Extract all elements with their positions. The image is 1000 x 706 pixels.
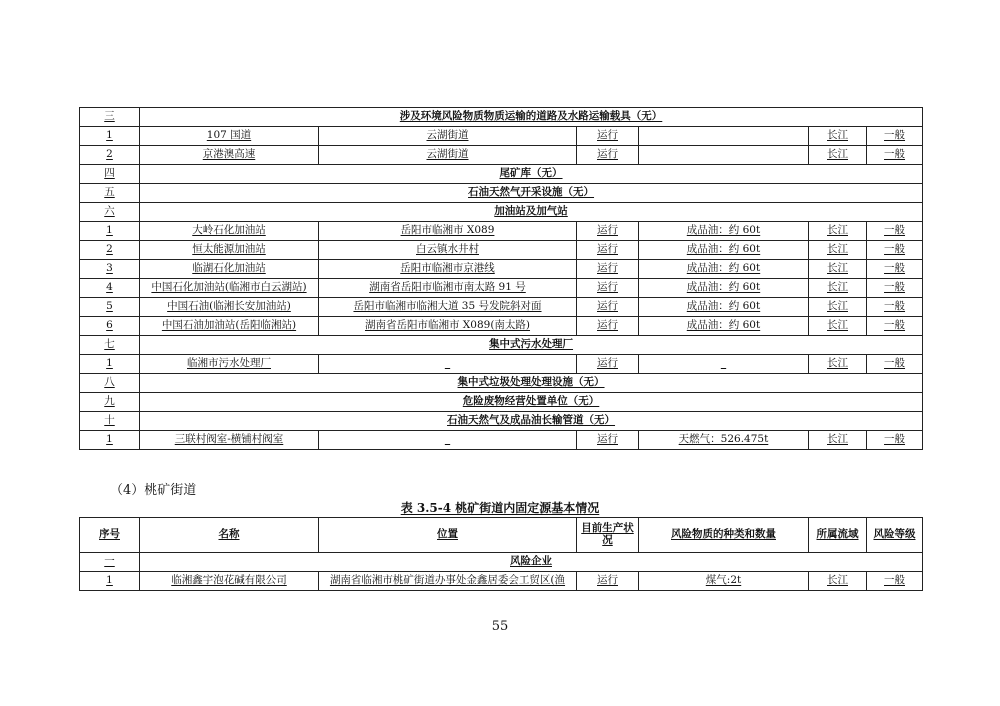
cell-location: 云湖街道 bbox=[319, 127, 577, 146]
table-row bbox=[80, 298, 923, 317]
section-row bbox=[80, 393, 923, 412]
cell-name: 京港澳高速 bbox=[140, 146, 319, 165]
table-row bbox=[80, 146, 923, 165]
cell-level: 一般 bbox=[867, 431, 923, 450]
cell-location: 岳阳市临湘市临湘大道 35 号发院斜对面 bbox=[319, 298, 577, 317]
cell-name: 中国石油(临湘长安加油站) bbox=[140, 298, 319, 317]
cell-basin: 长江 bbox=[809, 279, 867, 298]
table-row bbox=[80, 127, 923, 146]
cell-status: 运行 bbox=[577, 222, 639, 241]
header-risk-substance: 风险物质的种类和数量 bbox=[639, 518, 809, 553]
cell-location: 岳阳市临湘市 X089 bbox=[319, 222, 577, 241]
cell-name: 临湘鑫宇泡花碱有限公司 bbox=[140, 572, 319, 591]
section-title: 危险废物经营处置单位（无） bbox=[140, 393, 923, 412]
cell-risk-substance: 成品油：约 60t bbox=[639, 298, 809, 317]
section-title: 风险企业 bbox=[140, 553, 923, 572]
cell-no: 2 bbox=[80, 241, 140, 260]
cell-level: 一般 bbox=[867, 127, 923, 146]
section-row bbox=[80, 374, 923, 393]
cell-status: 运行 bbox=[577, 355, 639, 374]
cell-no: 1 bbox=[80, 572, 140, 591]
cell-status: 运行 bbox=[577, 431, 639, 450]
table-row bbox=[80, 222, 923, 241]
table-body bbox=[80, 108, 923, 450]
table-row bbox=[80, 572, 923, 591]
fixed-source-table-continued bbox=[79, 107, 923, 450]
section-number: 十 bbox=[80, 412, 140, 431]
table-row bbox=[80, 317, 923, 336]
table-row bbox=[80, 279, 923, 298]
cell-no: 1 bbox=[80, 127, 140, 146]
cell-basin: 长江 bbox=[809, 355, 867, 374]
cell-basin: 长江 bbox=[809, 317, 867, 336]
section-row bbox=[80, 553, 923, 572]
cell-name: 107 国道 bbox=[140, 127, 319, 146]
cell-basin: 长江 bbox=[809, 127, 867, 146]
table-row bbox=[80, 260, 923, 279]
table-body bbox=[80, 553, 923, 591]
cell-name: 中国石化加油站(临湘市白云湖站) bbox=[140, 279, 319, 298]
cell-name: 中国石油加油站(岳阳临湘站) bbox=[140, 317, 319, 336]
section-title: 集中式垃圾处理处理设施（无） bbox=[140, 374, 923, 393]
cell-basin: 长江 bbox=[809, 572, 867, 591]
section-number: 六 bbox=[80, 203, 140, 222]
section-heading: （4）桃矿街道 bbox=[110, 483, 197, 498]
cell-location: 湖南省临湘市桃矿街道办事处金鑫居委会工贸区(渔 bbox=[319, 572, 577, 591]
cell-no: 6 bbox=[80, 317, 140, 336]
cell-location: 湖南省岳阳市临湘市南太路 91 号 bbox=[319, 279, 577, 298]
section-number: 七 bbox=[80, 336, 140, 355]
cell-no: 1 bbox=[80, 355, 140, 374]
cell-risk-substance bbox=[639, 146, 809, 165]
cell-name: 三联村阀室-横铺村阀室 bbox=[140, 431, 319, 450]
section-title: 尾矿库（无） bbox=[140, 165, 923, 184]
cell-location: 白云镇水井村 bbox=[319, 241, 577, 260]
section-title: 涉及环境风险物质物质运输的道路及水路运输载具（无） bbox=[140, 108, 923, 127]
table-row bbox=[80, 431, 923, 450]
section-number: 八 bbox=[80, 374, 140, 393]
cell-status: 运行 bbox=[577, 241, 639, 260]
section-number: 三 bbox=[80, 108, 140, 127]
cell-location: 湖南省岳阳市临湘市 X089(南太路) bbox=[319, 317, 577, 336]
cell-status: 运行 bbox=[577, 146, 639, 165]
table-caption bbox=[0, 499, 1000, 516]
section-number: 四 bbox=[80, 165, 140, 184]
header-location: 位置 bbox=[319, 518, 577, 553]
header-basin: 所属流域 bbox=[809, 518, 867, 553]
section-row bbox=[80, 108, 923, 127]
header-no: 序号 bbox=[80, 518, 140, 553]
cell-no: 2 bbox=[80, 146, 140, 165]
cell-status: 运行 bbox=[577, 298, 639, 317]
cell-risk-substance bbox=[639, 127, 809, 146]
cell-risk-substance: 成品油：约 60t bbox=[639, 317, 809, 336]
cell-level: 一般 bbox=[867, 146, 923, 165]
cell-name: 大岭石化加油站 bbox=[140, 222, 319, 241]
section-number: 五 bbox=[80, 184, 140, 203]
section-title: 集中式污水处理厂 bbox=[140, 336, 923, 355]
cell-location: 云湖街道 bbox=[319, 146, 577, 165]
section-number: 一 bbox=[80, 553, 140, 572]
section-number: 九 bbox=[80, 393, 140, 412]
cell-status: 运行 bbox=[577, 260, 639, 279]
cell-status: 运行 bbox=[577, 279, 639, 298]
cell-basin: 长江 bbox=[809, 146, 867, 165]
cell-risk-substance: 成品油：约 60t bbox=[639, 260, 809, 279]
cell-location: _ bbox=[319, 431, 577, 450]
cell-level: 一般 bbox=[867, 241, 923, 260]
section-row bbox=[80, 184, 923, 203]
cell-name: 恒太能源加油站 bbox=[140, 241, 319, 260]
table-row bbox=[80, 241, 923, 260]
cell-risk-substance: 煤气:2t bbox=[639, 572, 809, 591]
cell-level: 一般 bbox=[867, 279, 923, 298]
cell-risk-substance: 天燃气：526.475t bbox=[639, 431, 809, 450]
cell-level: 一般 bbox=[867, 222, 923, 241]
section-title: 加油站及加气站 bbox=[140, 203, 923, 222]
cell-risk-substance: _ bbox=[639, 355, 809, 374]
cell-basin: 长江 bbox=[809, 298, 867, 317]
cell-name: 临湖石化加油站 bbox=[140, 260, 319, 279]
section-row bbox=[80, 412, 923, 431]
cell-location: 岳阳市临湘市京港线 bbox=[319, 260, 577, 279]
table-row bbox=[80, 355, 923, 374]
section-title: 石油天然气及成品油长输管道（无） bbox=[140, 412, 923, 431]
section-row bbox=[80, 336, 923, 355]
header-name: 名称 bbox=[140, 518, 319, 553]
header-status: 目前生产状况 bbox=[577, 518, 639, 553]
cell-level: 一般 bbox=[867, 572, 923, 591]
header-level: 风险等级 bbox=[867, 518, 923, 553]
cell-basin: 长江 bbox=[809, 260, 867, 279]
cell-location: _ bbox=[319, 355, 577, 374]
cell-name: 临湘市污水处理厂 bbox=[140, 355, 319, 374]
section-row bbox=[80, 165, 923, 184]
cell-level: 一般 bbox=[867, 298, 923, 317]
cell-no: 4 bbox=[80, 279, 140, 298]
cell-status: 运行 bbox=[577, 127, 639, 146]
cell-risk-substance: 成品油：约 60t bbox=[639, 241, 809, 260]
cell-status: 运行 bbox=[577, 317, 639, 336]
cell-level: 一般 bbox=[867, 260, 923, 279]
cell-no: 5 bbox=[80, 298, 140, 317]
table-header-row bbox=[80, 518, 923, 553]
cell-level: 一般 bbox=[867, 317, 923, 336]
table-caption-text: 表 3.5-4 桃矿街道内固定源基本情况 bbox=[400, 501, 600, 515]
cell-risk-substance: 成品油：约 60t bbox=[639, 279, 809, 298]
cell-no: 1 bbox=[80, 222, 140, 241]
cell-basin: 长江 bbox=[809, 241, 867, 260]
cell-basin: 长江 bbox=[809, 222, 867, 241]
cell-no: 3 bbox=[80, 260, 140, 279]
cell-risk-substance: 成品油：约 60t bbox=[639, 222, 809, 241]
taokuang-fixed-source-table bbox=[79, 517, 923, 591]
section-row bbox=[80, 203, 923, 222]
cell-basin: 长江 bbox=[809, 431, 867, 450]
page-number: 55 bbox=[491, 619, 509, 634]
cell-no: 1 bbox=[80, 431, 140, 450]
cell-level: 一般 bbox=[867, 355, 923, 374]
cell-status: 运行 bbox=[577, 572, 639, 591]
section-title: 石油天然气开采设施（无） bbox=[140, 184, 923, 203]
